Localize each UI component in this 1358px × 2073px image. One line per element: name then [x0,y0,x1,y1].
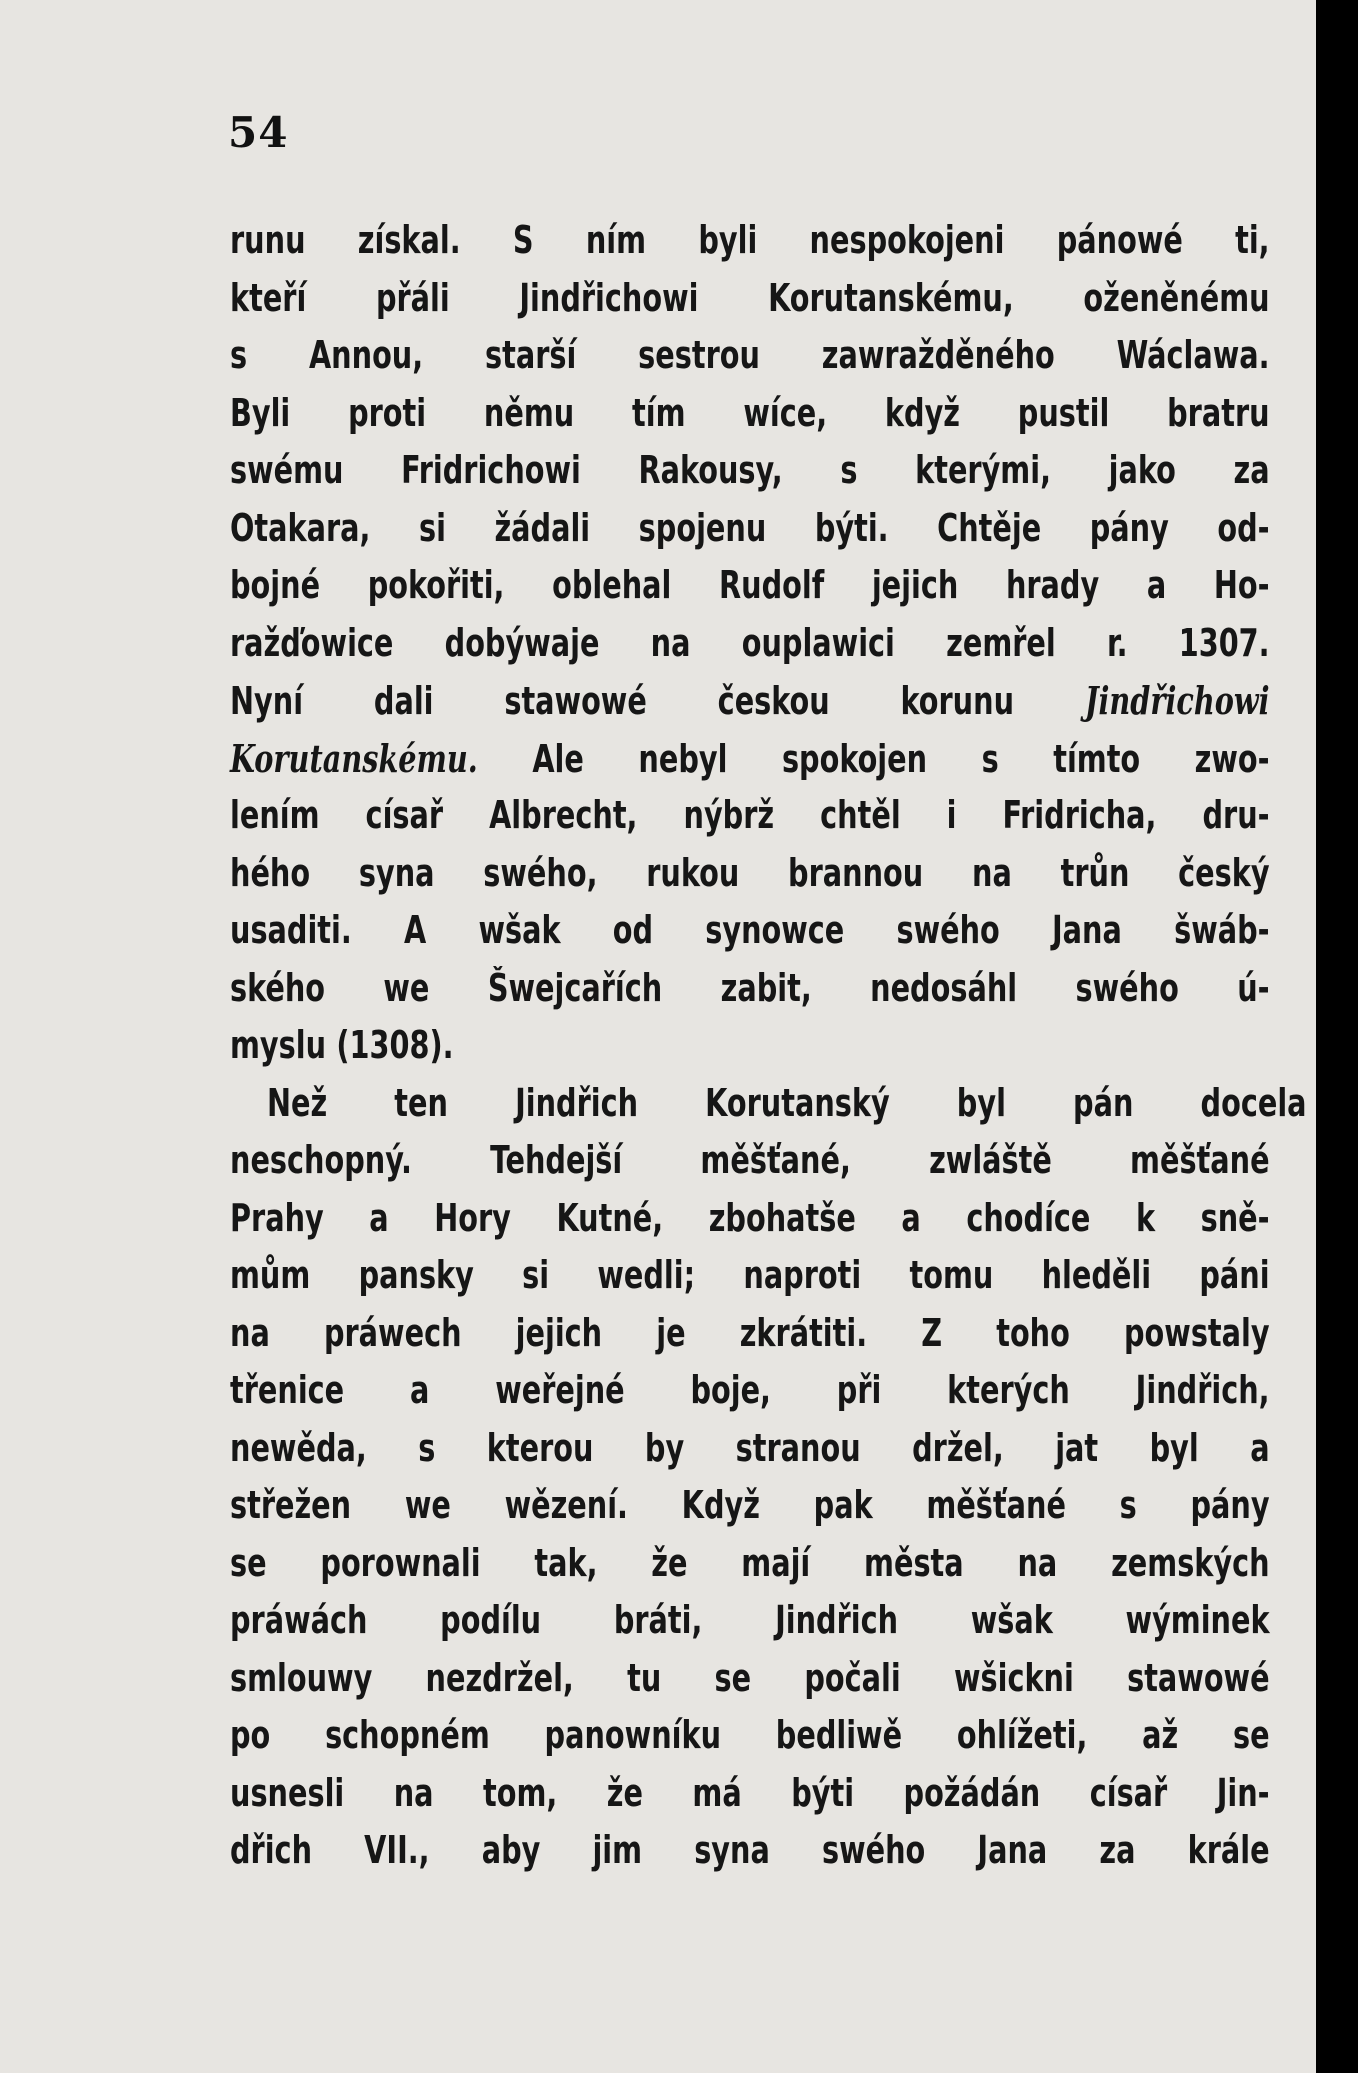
text-line: hého syna swého, rukou brannou na trůn český [230,850,1270,895]
page-number: 54 [228,108,289,157]
text-line: usnesli na tom, že má býti požádán císař Jin- [230,1770,1270,1815]
text-line: Otakara, si žádali spojenu býti. Chtěje pány od- [230,505,1270,550]
text-line: Prahy a Hory Kutné, zbohatše a chodíce k sně- [230,1195,1270,1240]
text-line: kteří přáli Jindřichowi Korutanskému, oženěnému [230,275,1270,320]
text-segment: Ale nebyl spokojen s tímto zwo- [532,736,1270,781]
text-line: runu získal. S ním byli nespokojeni pánowé ti, [230,218,1270,262]
text-segment: Nyní dali stawowé českou korunu [230,679,1015,723]
text-line: lením císař Albrecht, nýbrž chtěl i Fridricha, dru- [230,793,1270,837]
text-line: bojné pokořiti, oblehal Rudolf jejich hrady a Ho- [230,563,1270,607]
text-line: swému Fridrichowi Rakousy, s kterými, jako za [230,448,1270,492]
italic-name: Jindřichowi [1084,678,1270,723]
text-line [230,672,1270,730]
text-line: Byli proti němu tím wíce, když pustil bratru [230,390,1270,435]
text-line: mům pansky si wedli; naproti tomu hleděli páni [230,1253,1270,1297]
text-line: třenice a weřejné boje, při kterých Jindřich, [230,1368,1270,1412]
text-line: po schopném panowníku bedliwě ohlížeti, až se [230,1713,1270,1757]
italic-name: Korutanskému. [230,735,478,781]
text-line [230,730,1270,788]
text-line: neschopný. Tehdejší měšťané, zwláště měšťané [230,1138,1270,1182]
body-text [230,212,1307,1880]
scan-border [1316,0,1358,2073]
text-line: střežen we wězení. Když pak měšťané s pány [230,1483,1270,1527]
text-line: se porownali tak, že mají města na zemských [230,1540,1270,1585]
text-line: ražďowice dobýwaje na ouplawici zemřel r. 1307. [230,620,1270,665]
text-line: usaditi. A wšak od synowce swého Jana šwáb- [230,908,1270,952]
text-line: newěda, s kterou by stranou držel, jat byl a [230,1425,1270,1470]
text-line: Než ten Jindřich Korutanský byl pán docela [266,1080,1307,1125]
text-line: ského we Šwejcařích zabit, nedosáhl swého ú- [230,965,1270,1010]
text-line: dřich VII., aby jim syna swého Jana za krále [230,1828,1270,1872]
text-line: s Annou, starší sestrou zawražděného Wáclawa. [230,333,1270,377]
text-line: myslu (1308). [230,1023,454,1067]
text-line: na práwech jejich je zkrátiti. Z toho powstaly [230,1310,1270,1355]
text-line: práwách podílu bráti, Jindřich wšak wýminek [230,1598,1270,1642]
text-line: smlouwy nezdržel, tu se počali wšickni stawowé [230,1655,1270,1700]
